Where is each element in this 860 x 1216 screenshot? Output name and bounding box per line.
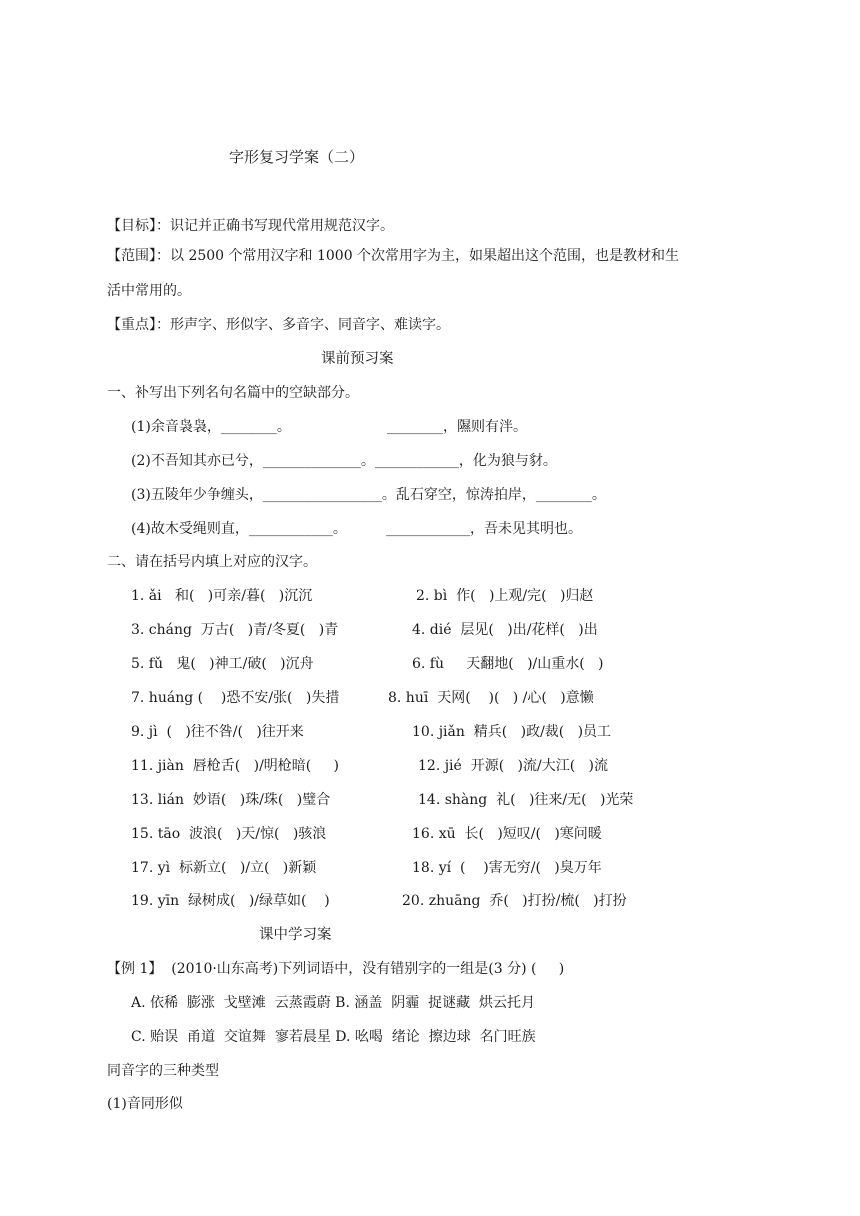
s2-item-10: 10. jiǎn 精兵( )政/裁( )员工	[412, 724, 612, 740]
example1-options-ab: A. 依稀 膨涨 戈壁滩 云蒸霞蔚 B. 涵盖 阴霾 捉谜藏 烘云托月	[131, 995, 536, 1011]
preview-heading: 课前预习案	[321, 351, 394, 367]
s2-item-7: 7. huáng ( )恐不安/张( )失措	[131, 690, 340, 706]
class-heading: 课中学习案	[259, 927, 332, 943]
s2-item-9: 9. jì ( )往不咎/( )往开来	[131, 724, 304, 740]
s1-line2: (2)不吾知其亦已兮，______________。____________，化为狼与豺。	[131, 453, 557, 469]
section2-title: 二、请在括号内填上对应的汉字。	[107, 554, 317, 570]
s1-line3: (3)五陵年少争缠头，_________________。乱石穿空，惊涛拍岸，________。	[131, 487, 606, 503]
s2-item-6: 6. fù 天翻地( )/山重水( )	[412, 656, 604, 672]
s1-line1-b: ________，隰则有泮。	[387, 419, 527, 435]
focus-text: 【重点】：形声字、形似字、多音字、同音字、难读字。	[107, 317, 450, 333]
s2-item-18: 18. yí ( )害无穷/( )臭万年	[412, 860, 602, 876]
s2-item-14: 14. shàng 礼( )往来/无( )光荣	[418, 792, 634, 808]
s2-item-17: 17. yì 标新立( )/立( )新颖	[131, 860, 317, 876]
s2-item-2: 2. bì 作( )上观/完( )归赵	[416, 588, 594, 604]
scope-text-line2: 活中常用的。	[107, 283, 191, 299]
s2-item-4: 4. dié 层见( )出/花样( )出	[412, 622, 598, 638]
s2-item-16: 16. xū 长( )短叹/( )寒问暖	[412, 826, 602, 842]
s2-item-11: 11. jiàn 唇枪舌( )/明枪暗( )	[131, 758, 339, 774]
section1-title: 一、补写出下列名句名篇中的空缺部分。	[107, 385, 359, 401]
s2-item-5: 5. fǔ 鬼( )神工/破( )沉舟	[131, 656, 314, 672]
s2-item-3: 3. cháng 万古( )青/冬夏( )青	[131, 622, 339, 638]
s2-item-15: 15. tāo 波浪( )天/惊( )骇浪	[131, 826, 327, 842]
example1-question: 【例 1】 (2010·山东高考)下列词语中，没有错别字的一组是(3 分) ( )	[107, 961, 565, 977]
goal-text: 【目标】：识记并正确书写现代常用规范汉字。	[107, 218, 394, 234]
type1-text: (1)音同形似	[107, 1096, 183, 1112]
scope-text-line1: 【范围】：以 2500 个常用汉字和 1000 个次常用字为主，如果超出这个范围，也是教材和生	[107, 248, 680, 264]
s1-line4-b: ____________，吾未见其明也。	[386, 521, 582, 537]
s2-item-8: 8. huī 天网( )( ) /心( )意懒	[388, 690, 594, 706]
types-heading: 同音字的三种类型	[107, 1063, 219, 1079]
example1-options-cd: C. 贻误 甬道 交谊舞 寥若晨星 D. 吆喝 绪论 擦边球 名门旺族	[131, 1029, 536, 1045]
s2-item-19: 19. yīn 绿树成( )/绿草如( )	[131, 893, 330, 909]
s2-item-20: 20. zhuāng 乔( )打扮/梳( )打扮	[402, 893, 627, 909]
s2-item-13: 13. lián 妙语( )珠/珠( )璧合	[131, 792, 331, 808]
doc-title: 字形复习学案（二）	[229, 148, 365, 166]
s1-line4-a: (4)故木受绳则直，____________。	[131, 521, 347, 537]
s2-item-1: 1. ǎi 和( )可亲/暮( )沉沉	[131, 588, 313, 604]
s2-item-12: 12. jié 开源( )流/大江( )流	[418, 758, 608, 774]
s1-line1-a: (1)余音袅袅，________。	[131, 419, 291, 435]
